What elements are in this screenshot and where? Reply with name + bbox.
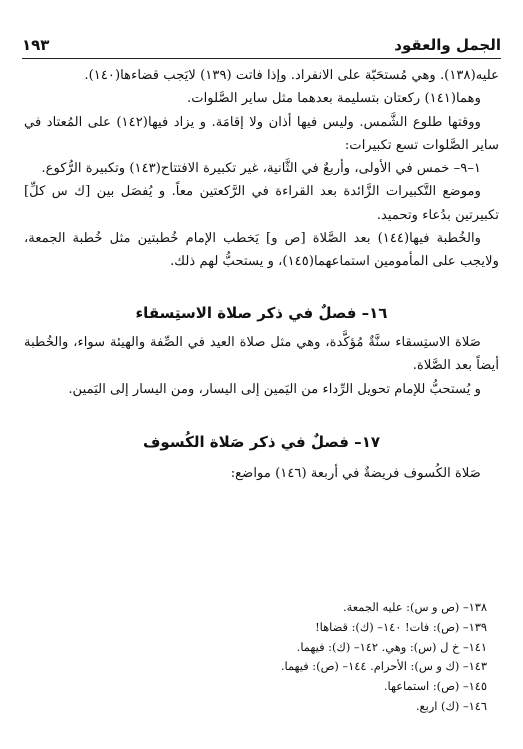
paragraph: صَلاة الكُسوف فريضةٌ في أربعة (١٤٦) مواضع: bbox=[230, 466, 481, 482]
header-rule bbox=[22, 58, 501, 59]
paragraph: ووقتها طلوع الشَّمس. وليس فيها أذان ولا إقامَة. و يزاد فيها(١٤٢) على المُعتاد في ساير الصَّلوات تسع تكبيرات: bbox=[24, 114, 499, 153]
section-heading: ١٦– فصلٌ في ذكر صلاة الاستِسقاء bbox=[135, 303, 388, 322]
footnote: ١٤١– خ ل (س): وهي. ١٤٢– (ك): فيهما. bbox=[296, 639, 487, 654]
footnotes bbox=[24, 598, 487, 717]
main-text bbox=[24, 64, 499, 485]
section-heading: ١٧– فصلٌ في ذكر صَلاة الكُسوف bbox=[143, 432, 380, 451]
paragraph: عليه(١٣٨). وهي مُستحَبّة على الانفراد. وإذا فاتت (١٣٩) لايَجب قضاءها(١٤٠). bbox=[84, 68, 499, 83]
running-header bbox=[22, 28, 501, 54]
paragraph: ١–٩– خمس في الأولى، وأربعٌ في الثَّانية، غير تكبيرة الافتتاح(١٤٣) وتكبيرة الرُّكوع. bbox=[41, 161, 481, 177]
paragraph: وهما(١٤١) ركعتان بتسليمة بعدهما مثل ساير الصَّلوات. bbox=[187, 91, 481, 107]
page-number: ١٩٣ bbox=[22, 36, 50, 54]
paragraph: صَلاة الاستِسقاء سنَّةٌ مُؤكَّدة، وهي مثل صلاة العيد في الصِّفة والهيئة سواء، والخُطبة أيضاً بعد الصَّلاة. bbox=[24, 334, 499, 374]
footnote: ١٣٨– (ص و س): عليه الجمعة. bbox=[343, 600, 487, 614]
paragraph: و يُستحبُّ للإمام تحويل الرِّداء من اليَمين إلى اليسار، ومن اليسار إلى اليَمين. bbox=[68, 381, 481, 397]
footnote: ١٤٥– (ص): استماعها. bbox=[383, 679, 487, 694]
paragraph: وموضع التَّكبيرات الزَّائدة بعد القراءة في الرَّكعتين معاً. و يُفصَل بين [ك س كلِّ] تكبيرتين بدُعاء وتحميد. bbox=[24, 184, 499, 223]
footnote: ١٤٣– (ك و س): الأحرام. ١٤٤– (ص): فيهما. bbox=[280, 659, 487, 674]
footnote: ١٣٩– (ص): فات! ١٤٠– (ك): قضاها! bbox=[315, 619, 487, 634]
header-title: الجمل والعقود bbox=[394, 36, 501, 54]
paragraph: والخُطبة فيها(١٤٤) بعد الصَّلاة [ص و] يَخطب الإمام خُطبتين مثل خُطبة الجمعة، ولايجب على المأمومين استماعهما(١٤٥)، و يستحبُّ لهم ذلك. bbox=[24, 231, 499, 270]
footnote: ١٤٦– (ك) اربع. bbox=[415, 698, 487, 713]
